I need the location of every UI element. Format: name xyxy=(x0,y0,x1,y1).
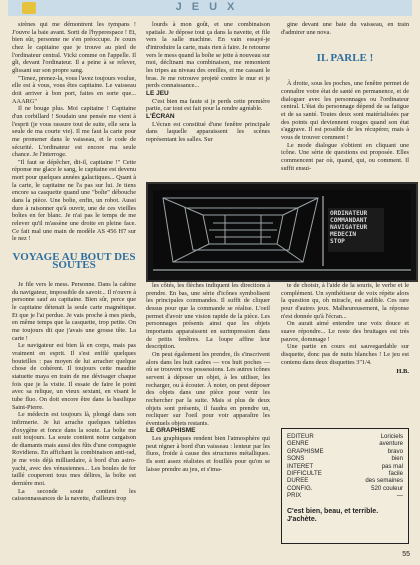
paragraph: Le mode dialogue s'obtient en cliquant une icône. Une série de questions est proposée. Elles commencent par où, quand, qui, ou comment. Il suffit ensui- xyxy=(281,141,409,172)
info-row xyxy=(287,477,403,484)
info-row xyxy=(287,492,403,499)
paragraph: "Tenez, prenez-la, vous l'avez toujours voulue, elle est à vous, vous êtes capitaine. Le vaisseau doit arriver à bon port, faites en sorte que... AAARG" xyxy=(12,74,136,105)
paragraph: L'écran est constitué d'une fenêtre principale dans laquelle apparaissent les scènes représentant les salles. Sur xyxy=(146,120,270,143)
game-scene xyxy=(153,190,411,272)
game-rating-box xyxy=(281,428,409,544)
paragraph: Je file vers le mess. Personne. Dans la cabine du navigateur, impossible de savoir... Il n'ouvre à personne sauf au capitaine. Bien sûr, perce que le capitaine détenait la seule carte magnétique. Et que je l'ai perdue. Je vais proche à mes pieds, en même temps que la casquette, trop petite. On me toujours dit que j'avais une grosse tête. La carte ! xyxy=(12,281,136,342)
info-key: SONS xyxy=(287,455,305,463)
paragraph: Une partie en cours est sauvegardable sur disquette, donc pas de nuits blanches ! Le jeu est contenu dans deux disquettes 3"1/4. xyxy=(281,343,409,366)
menu-item[interactable]: MEDECIN xyxy=(330,231,357,238)
section-title: JEUX xyxy=(175,1,245,13)
info-key: INTERET xyxy=(287,462,314,470)
author-signature: H.B. xyxy=(396,368,409,376)
paragraph: La seconde soute contient les caissonnassances de la navette, d'ailleurs trop xyxy=(12,487,136,503)
paragraph: Il ne bouge plus. Moi capitaine ! Capitaine d'un corbillard ! Soudain une pensée me vient à l'esprit (je vous rassure tout de suite, elle sera la seule de ma courte vie). Il me faut la carte pour me promener dans le vaisseau, et le code de sécurité. L'ordinateur est encore ma seule chance. Je l'interroge. xyxy=(12,105,136,159)
info-value: aventure xyxy=(379,440,403,448)
info-value: bravo xyxy=(387,447,403,455)
info-value: des semaines xyxy=(365,477,403,485)
article-column-3-lower xyxy=(281,282,409,376)
menu-item[interactable]: STOP xyxy=(330,238,345,245)
paragraph: C'est bien ma faute si je perds cette première partie, car tout est fait pour la rendre agréable. xyxy=(146,97,270,113)
info-key: GENRE xyxy=(287,440,309,448)
article-column-2 xyxy=(146,21,270,144)
info-value: pas mal xyxy=(381,462,403,470)
paragraph: te de choisir, à l'aide de la souris, le verbe et le complément. Un synthétiseur de voix répète alors la question qu, oh miracle, est audible. Ces rare pour d'autres jeux. Malheureusement, la réponse n'est donnée qu'à l'écran... xyxy=(281,282,409,320)
menu-item[interactable]: COMMANDANT xyxy=(330,217,368,224)
game-screenshot xyxy=(146,182,418,282)
dialogue-menu xyxy=(328,208,384,252)
info-key: GRAPHISME xyxy=(287,447,324,455)
paragraph: lourds à mon goût, et une combinaison spatiale. Je dépose tout ça dans la navette, et file vers la salle machine. En vain essayé-je d'introduire la carte, mais rien à faire. Je retourne vers le mess quand la boîte se jette à nouveau sur moi, déclinant ma combinaison, me remontent les tripes au niveau des oreilles, et me cassant le bras. Je me retrouve projeté contre le mur et je perds connaissance... xyxy=(146,21,270,90)
article-column-1 xyxy=(12,21,136,503)
info-row xyxy=(287,448,403,455)
article-column-3 xyxy=(281,21,409,172)
paragraph: gine devant une baie du vaisseau, en train d'admirer une nova. xyxy=(281,21,409,36)
menu-item[interactable]: NAVIGATEUR xyxy=(330,224,368,231)
menu-item[interactable]: ORDINATEUR xyxy=(330,210,368,217)
info-value: bien xyxy=(391,455,403,463)
paragraph: À droite, sous les poches, une fenêtre permet de connaître votre état de santé en permanence, et de dialoguer avec les personnages ou l'ordinateur central. L'état du personnage dépend de sa fatigue et de sa santé. Toutes deux sont matérialisées par des points qui deviennent rouges quand son état s'aggrave. Il est possible de les récupérer, mais à vous de trouver comment ! xyxy=(281,80,409,141)
info-key: DUREE xyxy=(287,477,309,485)
paragraph: sirènes qui me démontrent les tympans ! J'ouvre la baie avant. Sorti de l'hyperespace ! Et, bien sûr, personne ne s'en préoccupe. Je cours chez le capitaine que je trouve au pied de l'ordinateur central. Vicki comme on l'appelle. Il gît, devant l'ordinateur. Il a peine à se relever, glissant sur son propre sang. xyxy=(12,21,136,74)
info-row xyxy=(287,440,403,447)
info-value: Loriciels xyxy=(380,433,403,440)
info-row xyxy=(287,463,403,470)
subheading: L'ÉCRAN xyxy=(146,112,175,120)
verdict-text: C'est bien, beau, et terrible. J'achète. xyxy=(287,507,379,523)
info-value: 520 couleur xyxy=(371,484,403,492)
info-value: facile xyxy=(388,470,403,478)
paragraph: Le médecin est toujours là, plongé dans son infirmerie. Je lui arrache quelques tablettes d'oxygène et fonce dans la soute. La boîte me suit toujours. La soute contient notre cargaison de diamants mais aussi des fûts d'une compagnie Rovidiens. En affichant la combinaison anti-rad, je me vois déjà milliardaire, à bord d'un astro-yacht, avec des vénusiennes... Les boules de fer taillé couperont tous mes délires, la boîte est dernière moi. xyxy=(12,411,136,488)
subheading: LE GRAPHISME xyxy=(146,427,196,435)
info-row xyxy=(287,470,403,477)
info-row xyxy=(287,485,403,492)
info-key: PRIX xyxy=(287,492,302,500)
info-key: DIFFICULTE xyxy=(287,470,322,478)
paragraph: Les graphiques rendent bien l'atmosphère qui peut régner à bord d'un vaisseau : lenteur par les fluos, froide à cause des structures métalliques. Ils sont assez réalistes et fouillés pour qu'on se laisse prendre au jeu, et s'ima- xyxy=(146,435,270,473)
paragraph: "Il faut se dépêcher, dit-il, capitaine !" Cette réponse me glace le sang, le capitaine est devenu mort pour quelques années galactiques... Quant à la carte, le capitaine ne l'a pas sur lui. Je tiens encore sa casquette quand une "boîte" débouche dans la pièce. Une boîte, enfin, un robot. Aussi dure à raisonner qu'à ouvrir, une de ces vieilles boîtes en fer blanc. Je n'ai pas le temps de me relever qu'il m'assène une droite en pleine face. Ce fait mal une main de modèle AS 456 H7 sur le nez ! xyxy=(12,158,136,243)
article-column-2-lower xyxy=(146,282,270,473)
info-key: EDITEUR xyxy=(287,433,314,440)
section-banner xyxy=(8,0,412,16)
paragraph: les côtés, les flèches indiquent les directions à prendre. En bas, une série d'icônes symbolisent les principales commandes. Il suffit de cliquer dessus pour que la commande se réalise. L'oeil permet d'avoir une vision rapide de la pièce. Les personnages présents ainsi que les objets importants apparaissent en surimpression dans de petits fenêtres. La loupe affine leur description. xyxy=(146,282,270,351)
paragraph: Le navigateur est bien là en corps, mais pas vraiment en esprit. Il s'est enfilé quelques bouteilles : pas moyen de lui arracher quelque chose de cohérent. Il toujours cette maudite statuette maya en train de me dévisager chaque fois que je la visite. Il essaie de faire le point avec sa relique, un vieux sextant, en visant le tube fluo. On doit encore être dans la basilique Saint-Pierre. xyxy=(12,342,136,411)
info-key: CONFIG. xyxy=(287,484,313,492)
info-row xyxy=(287,433,403,440)
section-heading: VOYAGE AU BOUT DES SOUTES xyxy=(12,251,136,272)
paragraph: On aurait aimé entendre une voix douce et suave répondre... Le reste des bruitages est très pauvre, dommage ! xyxy=(281,320,409,343)
info-value: — xyxy=(396,492,403,500)
section-heading: IL PARLE ! xyxy=(316,52,374,65)
subheading: LE JEU xyxy=(146,89,169,97)
page-number: 55 xyxy=(402,551,410,558)
paragraph: On peut également les prendre, ils s'inscrivent alors dans les huit cadres — vos huit poches — où se trouvent vos possessions. Les autres icônes servent à déposer un objet, à les utiliser, les recharger, ou à écouter. À noter, on peut déposer des objets dans une pièce pour venir les rechercher par la suite. Mais si plus de deux objets sont présents, il faudra en prendre un, recliquer sur l'oeil pour voir apparaître les éventuels objets restants. xyxy=(146,350,270,427)
info-row xyxy=(287,455,403,462)
